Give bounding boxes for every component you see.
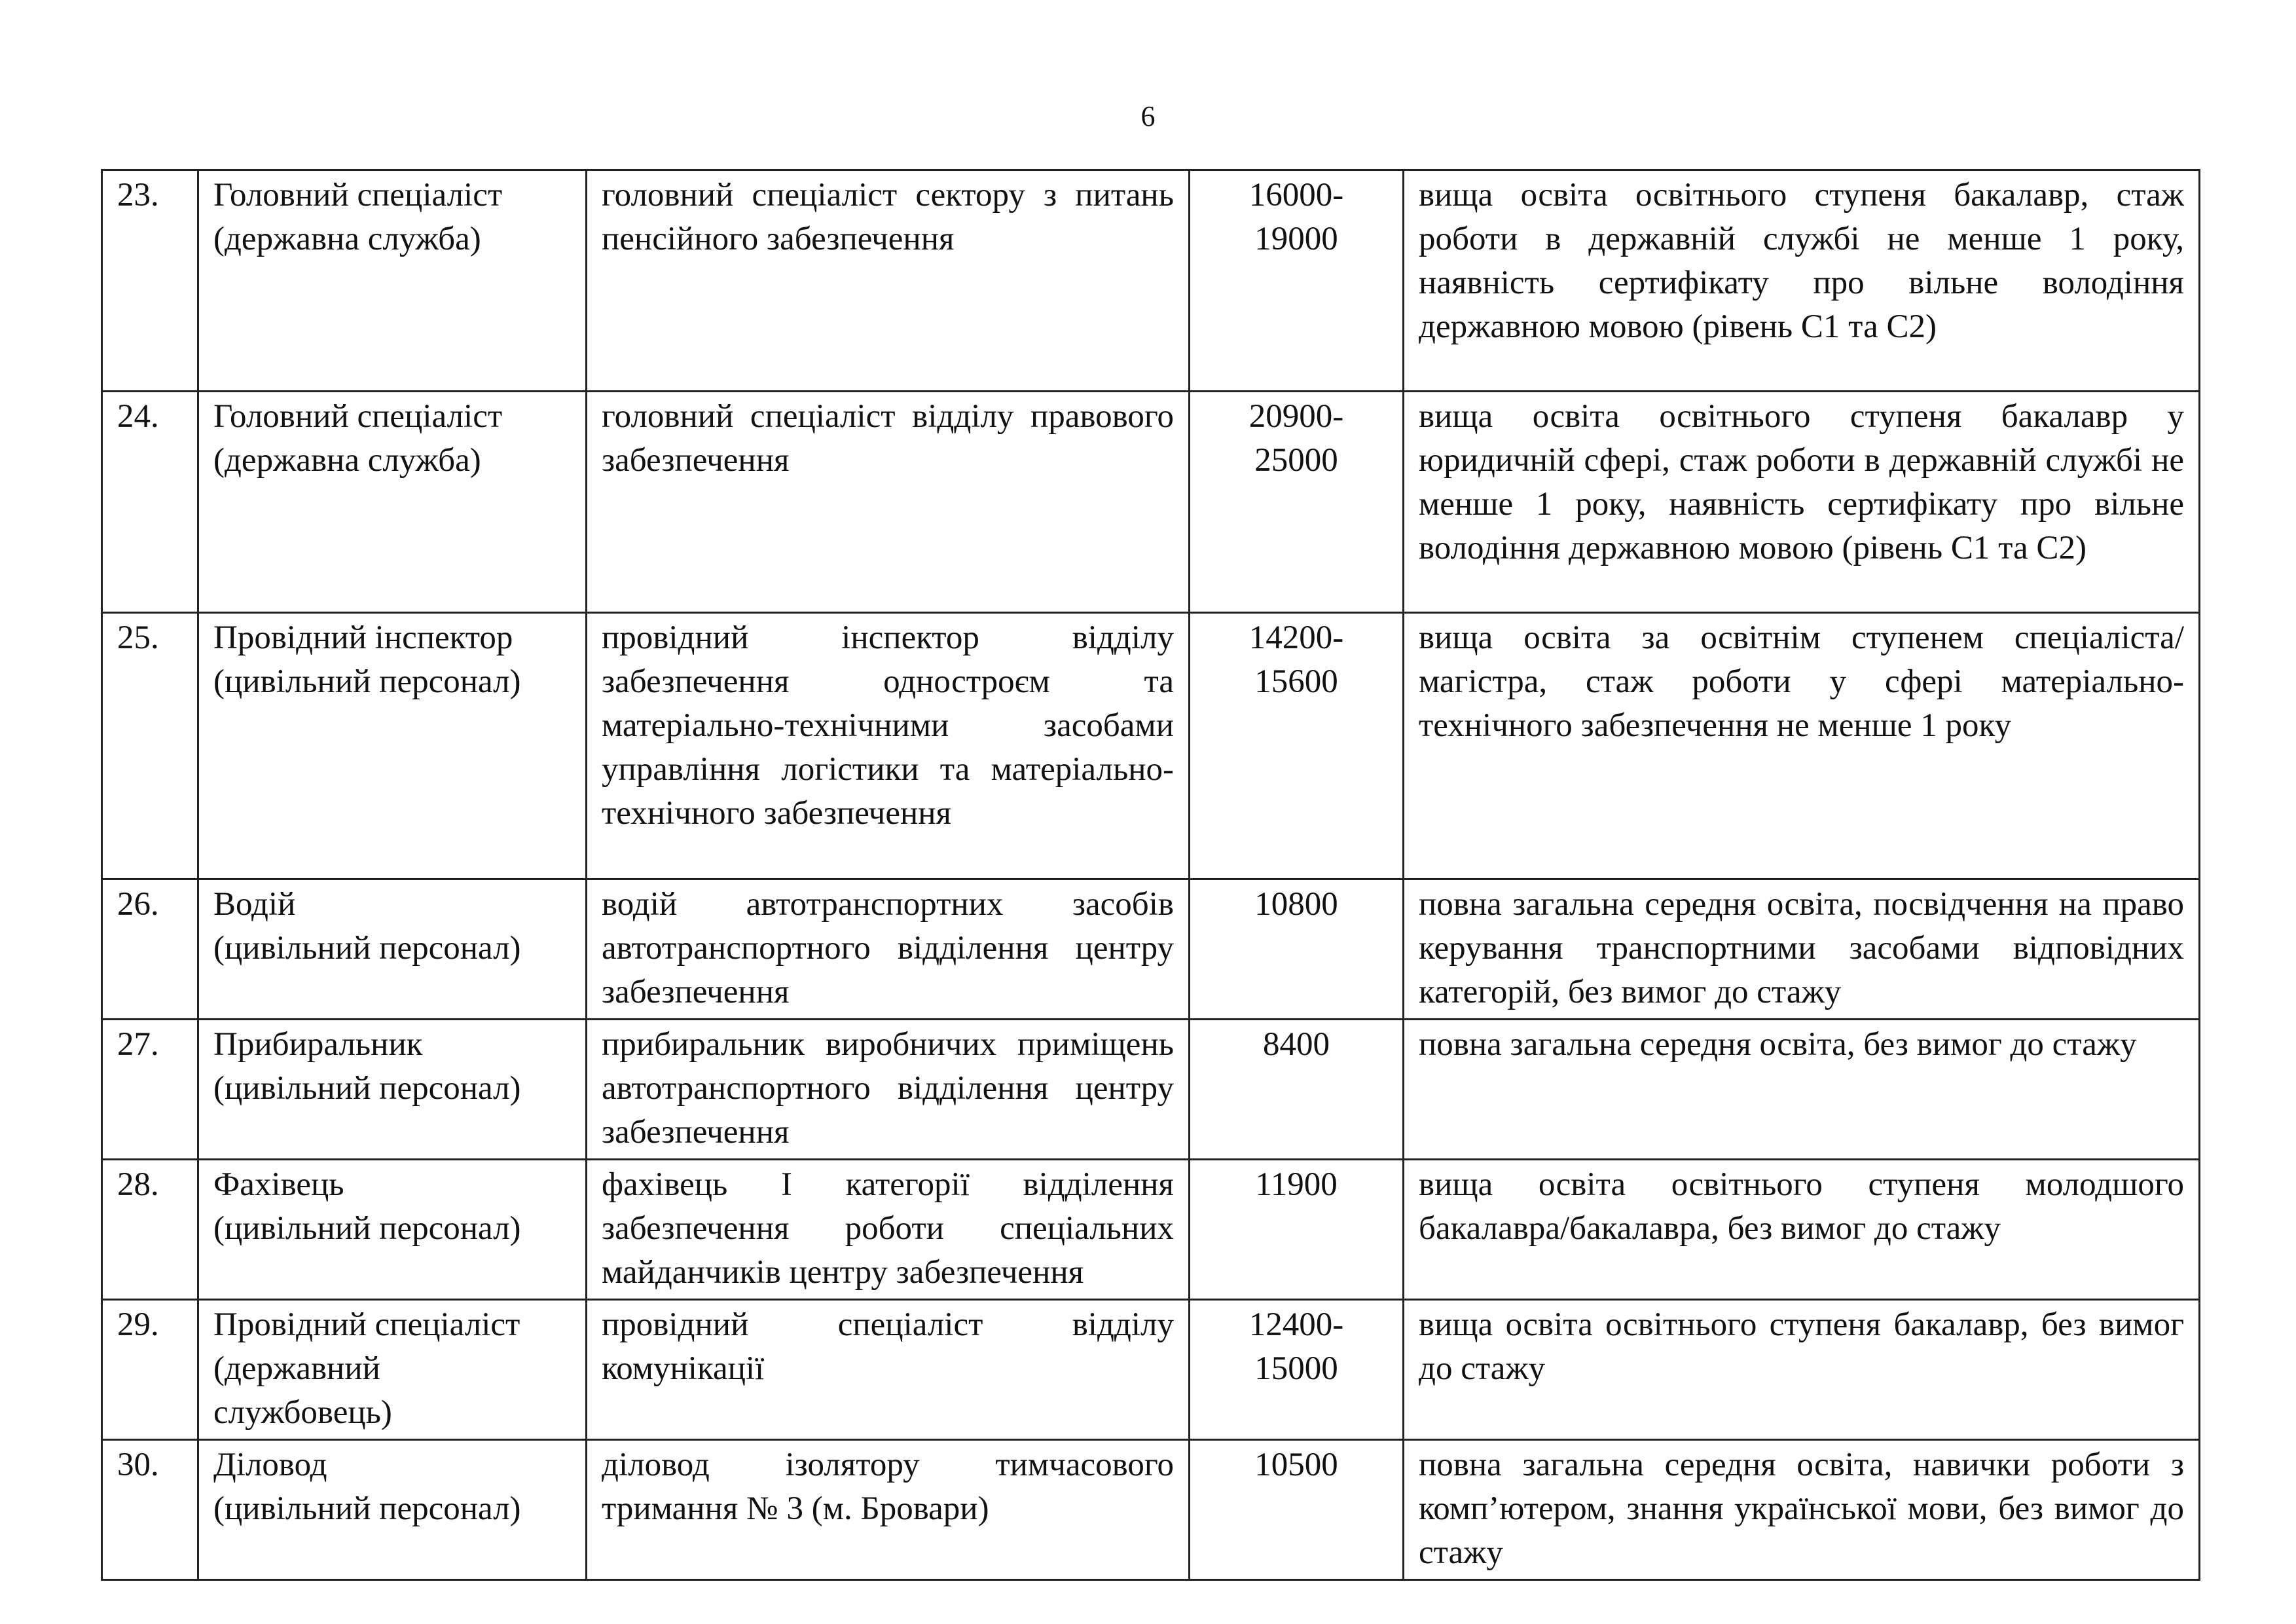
position-title-line: (державний (213, 1350, 380, 1387)
row-number: 27. (102, 1020, 198, 1160)
position-title-line: Прибиральник (213, 1026, 423, 1063)
table-row (102, 1300, 2200, 1440)
position-title-line: (державна служба) (213, 442, 481, 479)
table-row (102, 1440, 2200, 1580)
position-description: діловод ізолятору тимчасового тримання № 3 (м. Бровари) (587, 1440, 1190, 1580)
position-title-line: службовець) (213, 1394, 392, 1431)
row-number: 30. (102, 1440, 198, 1580)
position-title (198, 1440, 587, 1580)
table-row (102, 1160, 2200, 1300)
table-row (102, 879, 2200, 1020)
position-title-line: (цивільний персонал) (213, 1490, 521, 1527)
position-description: провідний інспектор відділу забезпечення одностроєм та матеріально-технічними засобами управління логістики та матеріально-технічного забезпечення (587, 613, 1190, 879)
row-number: 29. (102, 1300, 198, 1440)
position-title (198, 1020, 587, 1160)
row-number: 26. (102, 879, 198, 1020)
row-number: 24. (102, 392, 198, 613)
table-row (102, 613, 2200, 879)
salary (1190, 1020, 1404, 1160)
row-number: 25. (102, 613, 198, 879)
salary (1190, 392, 1404, 613)
salary (1190, 1160, 1404, 1300)
requirements: вища освіта за освітнім ступенем спеціаліста/магістра, стаж роботи у сфері матеріально-технічного забезпечення не менше 1 року (1404, 613, 2200, 879)
position-title-line: (цивільний персонал) (213, 1070, 521, 1107)
position-description: фахівець І категорії відділення забезпечення роботи спеціальних майданчиків центру забезпечення (587, 1160, 1190, 1300)
position-title (198, 170, 587, 392)
position-title-line: (цивільний персонал) (213, 1210, 521, 1247)
requirements: вища освіта освітнього ступеня молодшого бакалавра/бакалавра, без вимог до стажу (1404, 1160, 2200, 1300)
salary-line: 15600 (1254, 663, 1338, 700)
position-title (198, 392, 587, 613)
table-row (102, 170, 2200, 392)
position-title-line: Діловод (213, 1447, 327, 1483)
salary-line: 10500 (1254, 1447, 1338, 1483)
position-title-line: Головний спеціаліст (213, 398, 503, 435)
requirements: вища освіта освітнього ступеня бакалавр, без вимог до стажу (1404, 1300, 2200, 1440)
position-description: головний спеціаліст сектору з питань пенсійного забезпечення (587, 170, 1190, 392)
position-description: прибиральник виробничих приміщень автотранспортного відділення центру забезпечення (587, 1020, 1190, 1160)
position-title-line: (цивільний персонал) (213, 930, 521, 967)
position-title (198, 1300, 587, 1440)
position-title-line: Фахівець (213, 1166, 344, 1203)
salary (1190, 1440, 1404, 1580)
salary (1190, 879, 1404, 1020)
position-title-line: Головний спеціаліст (213, 177, 503, 213)
salary (1190, 170, 1404, 392)
position-title-line: (державна служба) (213, 221, 481, 257)
vacancies-table (101, 169, 2200, 1581)
row-number: 23. (102, 170, 198, 392)
table-row (102, 392, 2200, 613)
position-description: водій автотранспортних засобів автотранспортного відділення центру забезпечення (587, 879, 1190, 1020)
salary-line: 25000 (1254, 442, 1338, 479)
page-number: 6 (1140, 100, 1156, 132)
requirements: повна загальна середня освіта, навички роботи з комп’ютером, знання української мови, без вимог до стажу (1404, 1440, 2200, 1580)
requirements: вища освіта освітнього ступеня бакалавр, стаж роботи в державній службі не менше 1 року, наявність сертифікату про вільне володіння державною мовою (рівень С1 та С2) (1404, 170, 2200, 392)
position-title-line: Провідний спеціаліст (213, 1306, 520, 1343)
salary-line: 20900- (1248, 398, 1344, 435)
requirements: повна загальна середня освіта, посвідчення на право керування транспортними засобами відповідних категорій, без вимог до стажу (1404, 879, 2200, 1020)
salary-line: 8400 (1263, 1026, 1330, 1063)
salary-line: 19000 (1254, 221, 1338, 257)
requirements: повна загальна середня освіта, без вимог до стажу (1404, 1020, 2200, 1160)
position-description: провідний спеціаліст відділу комунікації (587, 1300, 1190, 1440)
position-title-line: (цивільний персонал) (213, 663, 521, 700)
position-title-line: Водій (213, 886, 296, 923)
salary (1190, 1300, 1404, 1440)
position-title (198, 879, 587, 1020)
salary (1190, 613, 1404, 879)
salary-line: 10800 (1254, 886, 1338, 923)
salary-line: 12400- (1248, 1306, 1344, 1343)
position-description: головний спеціаліст відділу правового забезпечення (587, 392, 1190, 613)
position-title (198, 613, 587, 879)
row-number: 28. (102, 1160, 198, 1300)
requirements: вища освіта освітнього ступеня бакалавр у юридичній сфері, стаж роботи в державній службі не менше 1 року, наявність сертифікату про вільне володіння державною мовою (рівень С1 та С2) (1404, 392, 2200, 613)
position-title-line: Провідний інспектор (213, 619, 513, 656)
salary-line: 14200- (1248, 619, 1344, 656)
salary-line: 15000 (1254, 1350, 1338, 1387)
salary-line: 16000- (1248, 177, 1344, 213)
salary-line: 11900 (1255, 1166, 1338, 1203)
position-title (198, 1160, 587, 1300)
table-row (102, 1020, 2200, 1160)
